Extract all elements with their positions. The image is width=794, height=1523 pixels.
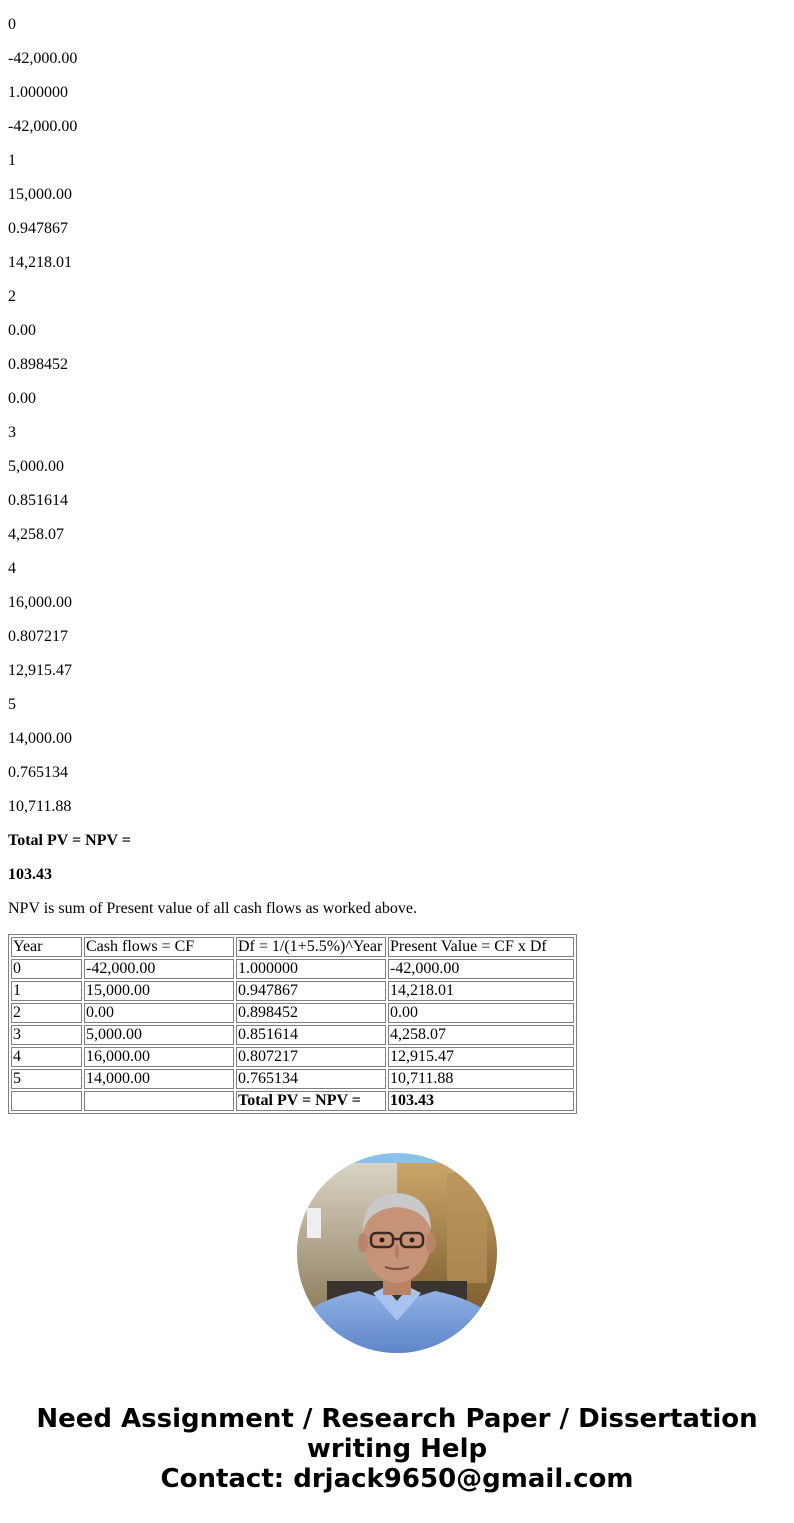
cell-present-value: -42,000.00 — [388, 959, 574, 979]
promo-contact-line[interactable]: Contact: drjack9650@gmail.com — [160, 1464, 634, 1494]
header-year: Year — [11, 937, 82, 957]
cell-total-label: Total PV = NPV = — [236, 1091, 386, 1111]
cell-present-value: 10,711.88 — [388, 1069, 574, 1089]
cell-present-value: 0.00 — [388, 1003, 574, 1023]
cell-discount-factor: 1.000000 — [236, 959, 386, 979]
cell-discount-factor: 0.807217 — [236, 1047, 386, 1067]
npv-table — [8, 934, 577, 1114]
cell-cash-flow: 16,000.00 — [84, 1047, 234, 1067]
cell-year: 4 — [11, 1047, 82, 1067]
explanation-text: NPV is sum of Present value of all cash flows as worked above. — [8, 900, 417, 917]
paragraph-df-3: 0.851614 — [8, 492, 68, 509]
paragraph-year-2: 2 — [8, 288, 16, 305]
table-row — [11, 1047, 574, 1067]
paragraph-pv-1: 14,218.01 — [8, 254, 72, 271]
paragraph-year-5: 5 — [8, 696, 16, 713]
cell-year: 0 — [11, 959, 82, 979]
cell-empty — [11, 1091, 82, 1111]
paragraph-df-5: 0.765134 — [8, 764, 68, 781]
paragraph-pv-3: 4,258.07 — [8, 526, 64, 543]
table-header-row — [11, 937, 574, 957]
cell-present-value: 14,218.01 — [388, 981, 574, 1001]
promo-line-1: Need Assignment / Research Paper / Dissertation — [36, 1404, 758, 1434]
table-row — [11, 1069, 574, 1089]
header-present-value: Present Value = CF x Df — [388, 937, 574, 957]
paragraph-cf-1: 15,000.00 — [8, 186, 72, 203]
cell-cash-flow: -42,000.00 — [84, 959, 234, 979]
paragraph-year-1: 1 — [8, 152, 16, 169]
paragraph-cf-2: 0.00 — [8, 322, 36, 339]
cell-cash-flow: 14,000.00 — [84, 1069, 234, 1089]
cell-cash-flow: 0.00 — [84, 1003, 234, 1023]
cell-discount-factor: 0.947867 — [236, 981, 386, 1001]
table-row — [11, 1003, 574, 1023]
cell-year: 5 — [11, 1069, 82, 1089]
cell-year: 1 — [11, 981, 82, 1001]
paragraph-pv-0: -42,000.00 — [8, 118, 78, 135]
table-total-row — [11, 1091, 574, 1111]
promo-banner — [0, 1404, 794, 1494]
cell-discount-factor: 0.898452 — [236, 1003, 386, 1023]
paragraph-cf-4: 16,000.00 — [8, 594, 72, 611]
cell-discount-factor: 0.765134 — [236, 1069, 386, 1089]
promo-line-2: writing Help — [306, 1434, 488, 1464]
cell-discount-factor: 0.851614 — [236, 1025, 386, 1045]
paragraph-pv-5: 10,711.88 — [8, 798, 72, 815]
total-label: Total PV = NPV = — [8, 832, 131, 849]
cell-year: 3 — [11, 1025, 82, 1045]
paragraph-df-1: 0.947867 — [8, 220, 68, 237]
paragraph-pv-4: 12,915.47 — [8, 662, 72, 679]
total-value: 103.43 — [8, 866, 52, 883]
header-cash-flows: Cash flows = CF — [84, 937, 234, 957]
table-row — [11, 981, 574, 1001]
document-body — [8, 0, 786, 1114]
table-row — [11, 959, 574, 979]
header-discount-factor: Df = 1/(1+5.5%)^Year — [236, 937, 386, 957]
paragraph-cf-5: 14,000.00 — [8, 730, 72, 747]
paragraph-year-3: 3 — [8, 424, 16, 441]
paragraph-cf-0: -42,000.00 — [8, 50, 78, 67]
cell-total-value: 103.43 — [388, 1091, 574, 1111]
paragraph-pv-2: 0.00 — [8, 390, 36, 407]
paragraph-df-4: 0.807217 — [8, 628, 68, 645]
paragraph-year-4: 4 — [8, 560, 16, 577]
cell-present-value: 4,258.07 — [388, 1025, 574, 1045]
cell-empty — [84, 1091, 234, 1111]
paragraph-year-0: 0 — [8, 16, 16, 33]
avatar-portrait-image — [297, 1153, 497, 1353]
paragraph-cf-3: 5,000.00 — [8, 458, 64, 475]
table-row — [11, 1025, 574, 1045]
cell-cash-flow: 15,000.00 — [84, 981, 234, 1001]
avatar — [297, 1153, 497, 1353]
cell-present-value: 12,915.47 — [388, 1047, 574, 1067]
cell-cash-flow: 5,000.00 — [84, 1025, 234, 1045]
paragraph-df-0: 1.000000 — [8, 84, 68, 101]
paragraph-df-2: 0.898452 — [8, 356, 68, 373]
cell-year: 2 — [11, 1003, 82, 1023]
